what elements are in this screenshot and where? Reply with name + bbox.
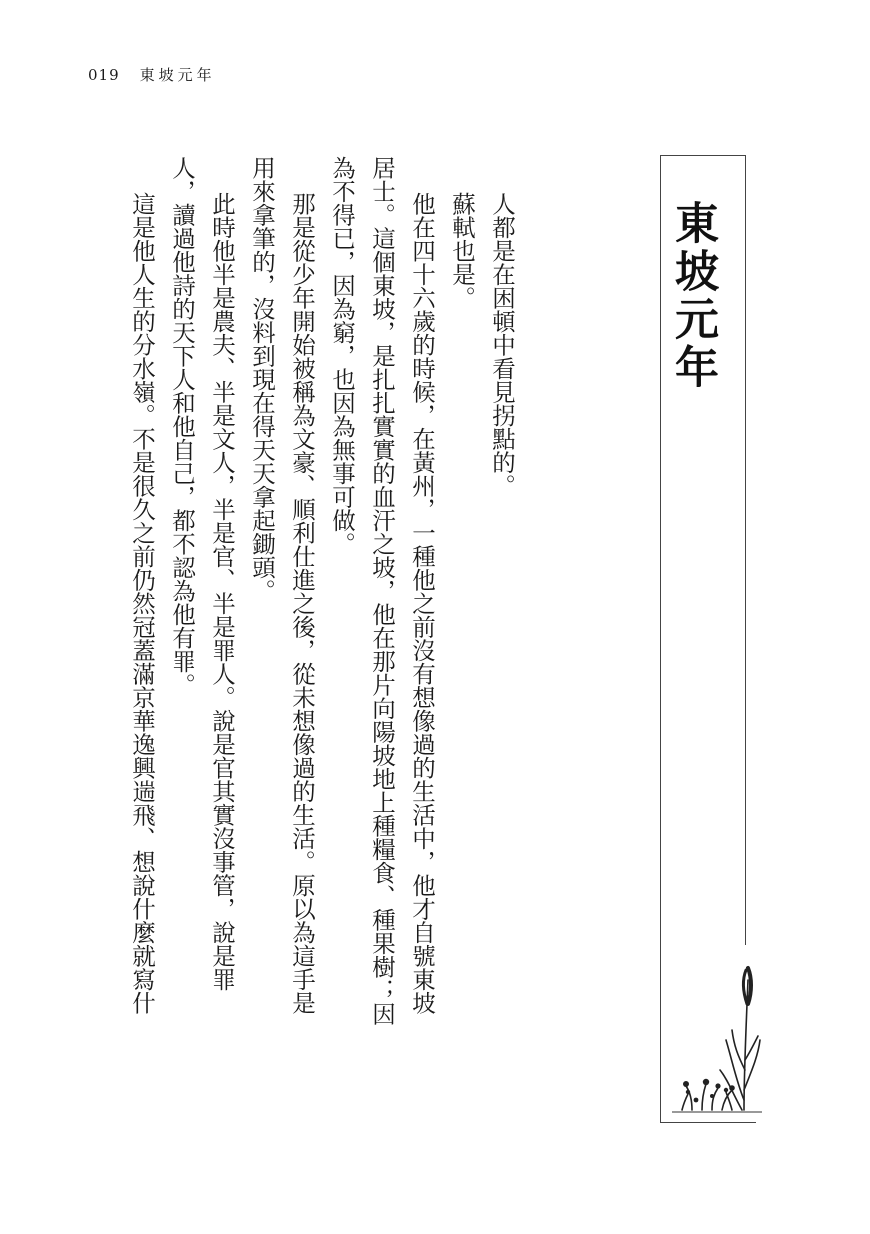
text-column: 用來拿筆的，沒料到現在得天天拿起鋤頭。 xyxy=(248,156,276,603)
text-column: 人，讀過他詩的天下人和他自己，都不認為他有罪。 xyxy=(168,156,196,697)
frame-line-bottom xyxy=(660,1122,756,1123)
text-column: 居士。這個東坡，是扎扎實實的血汗之坡，他在那片向陽坡地上種糧食、種果樹；因 xyxy=(368,156,396,1026)
text-column: 他在四十六歲的時候，在黃州，一種他之前沒有想像過的生活中，他才自號東坡 xyxy=(408,192,436,1015)
body-text xyxy=(100,156,516,1132)
text-column: 此時他半是農夫、半是文人，半是官、半是罪人。說是官其實沒事管，說是罪 xyxy=(208,192,236,991)
running-section-title: 東坡元年 xyxy=(139,66,216,84)
running-header xyxy=(88,64,216,85)
frame-line-left xyxy=(660,155,661,1123)
text-column: 這是他人生的分水嶺。不是很久之前仍然冠蓋滿京華逸興遄飛、想說什麼就寫什 xyxy=(128,192,156,1015)
text-column: 蘇軾也是。 xyxy=(448,192,476,310)
frame-line-right xyxy=(745,155,746,945)
chapter-title: 東坡元年 xyxy=(667,200,718,392)
text-column: 為不得已，因為窮，也因為無事可做。 xyxy=(328,156,356,556)
frame-line-top xyxy=(660,155,746,156)
text-column: 那是從少年開始被稱為文豪、順利仕進之後，從未想像過的生活。原以為這手是 xyxy=(288,192,316,1015)
text-column: 人都是在困頓中看見拐點的。 xyxy=(488,192,516,498)
page-number: 019 xyxy=(88,66,120,84)
reed-plant-illustration xyxy=(672,960,762,1120)
